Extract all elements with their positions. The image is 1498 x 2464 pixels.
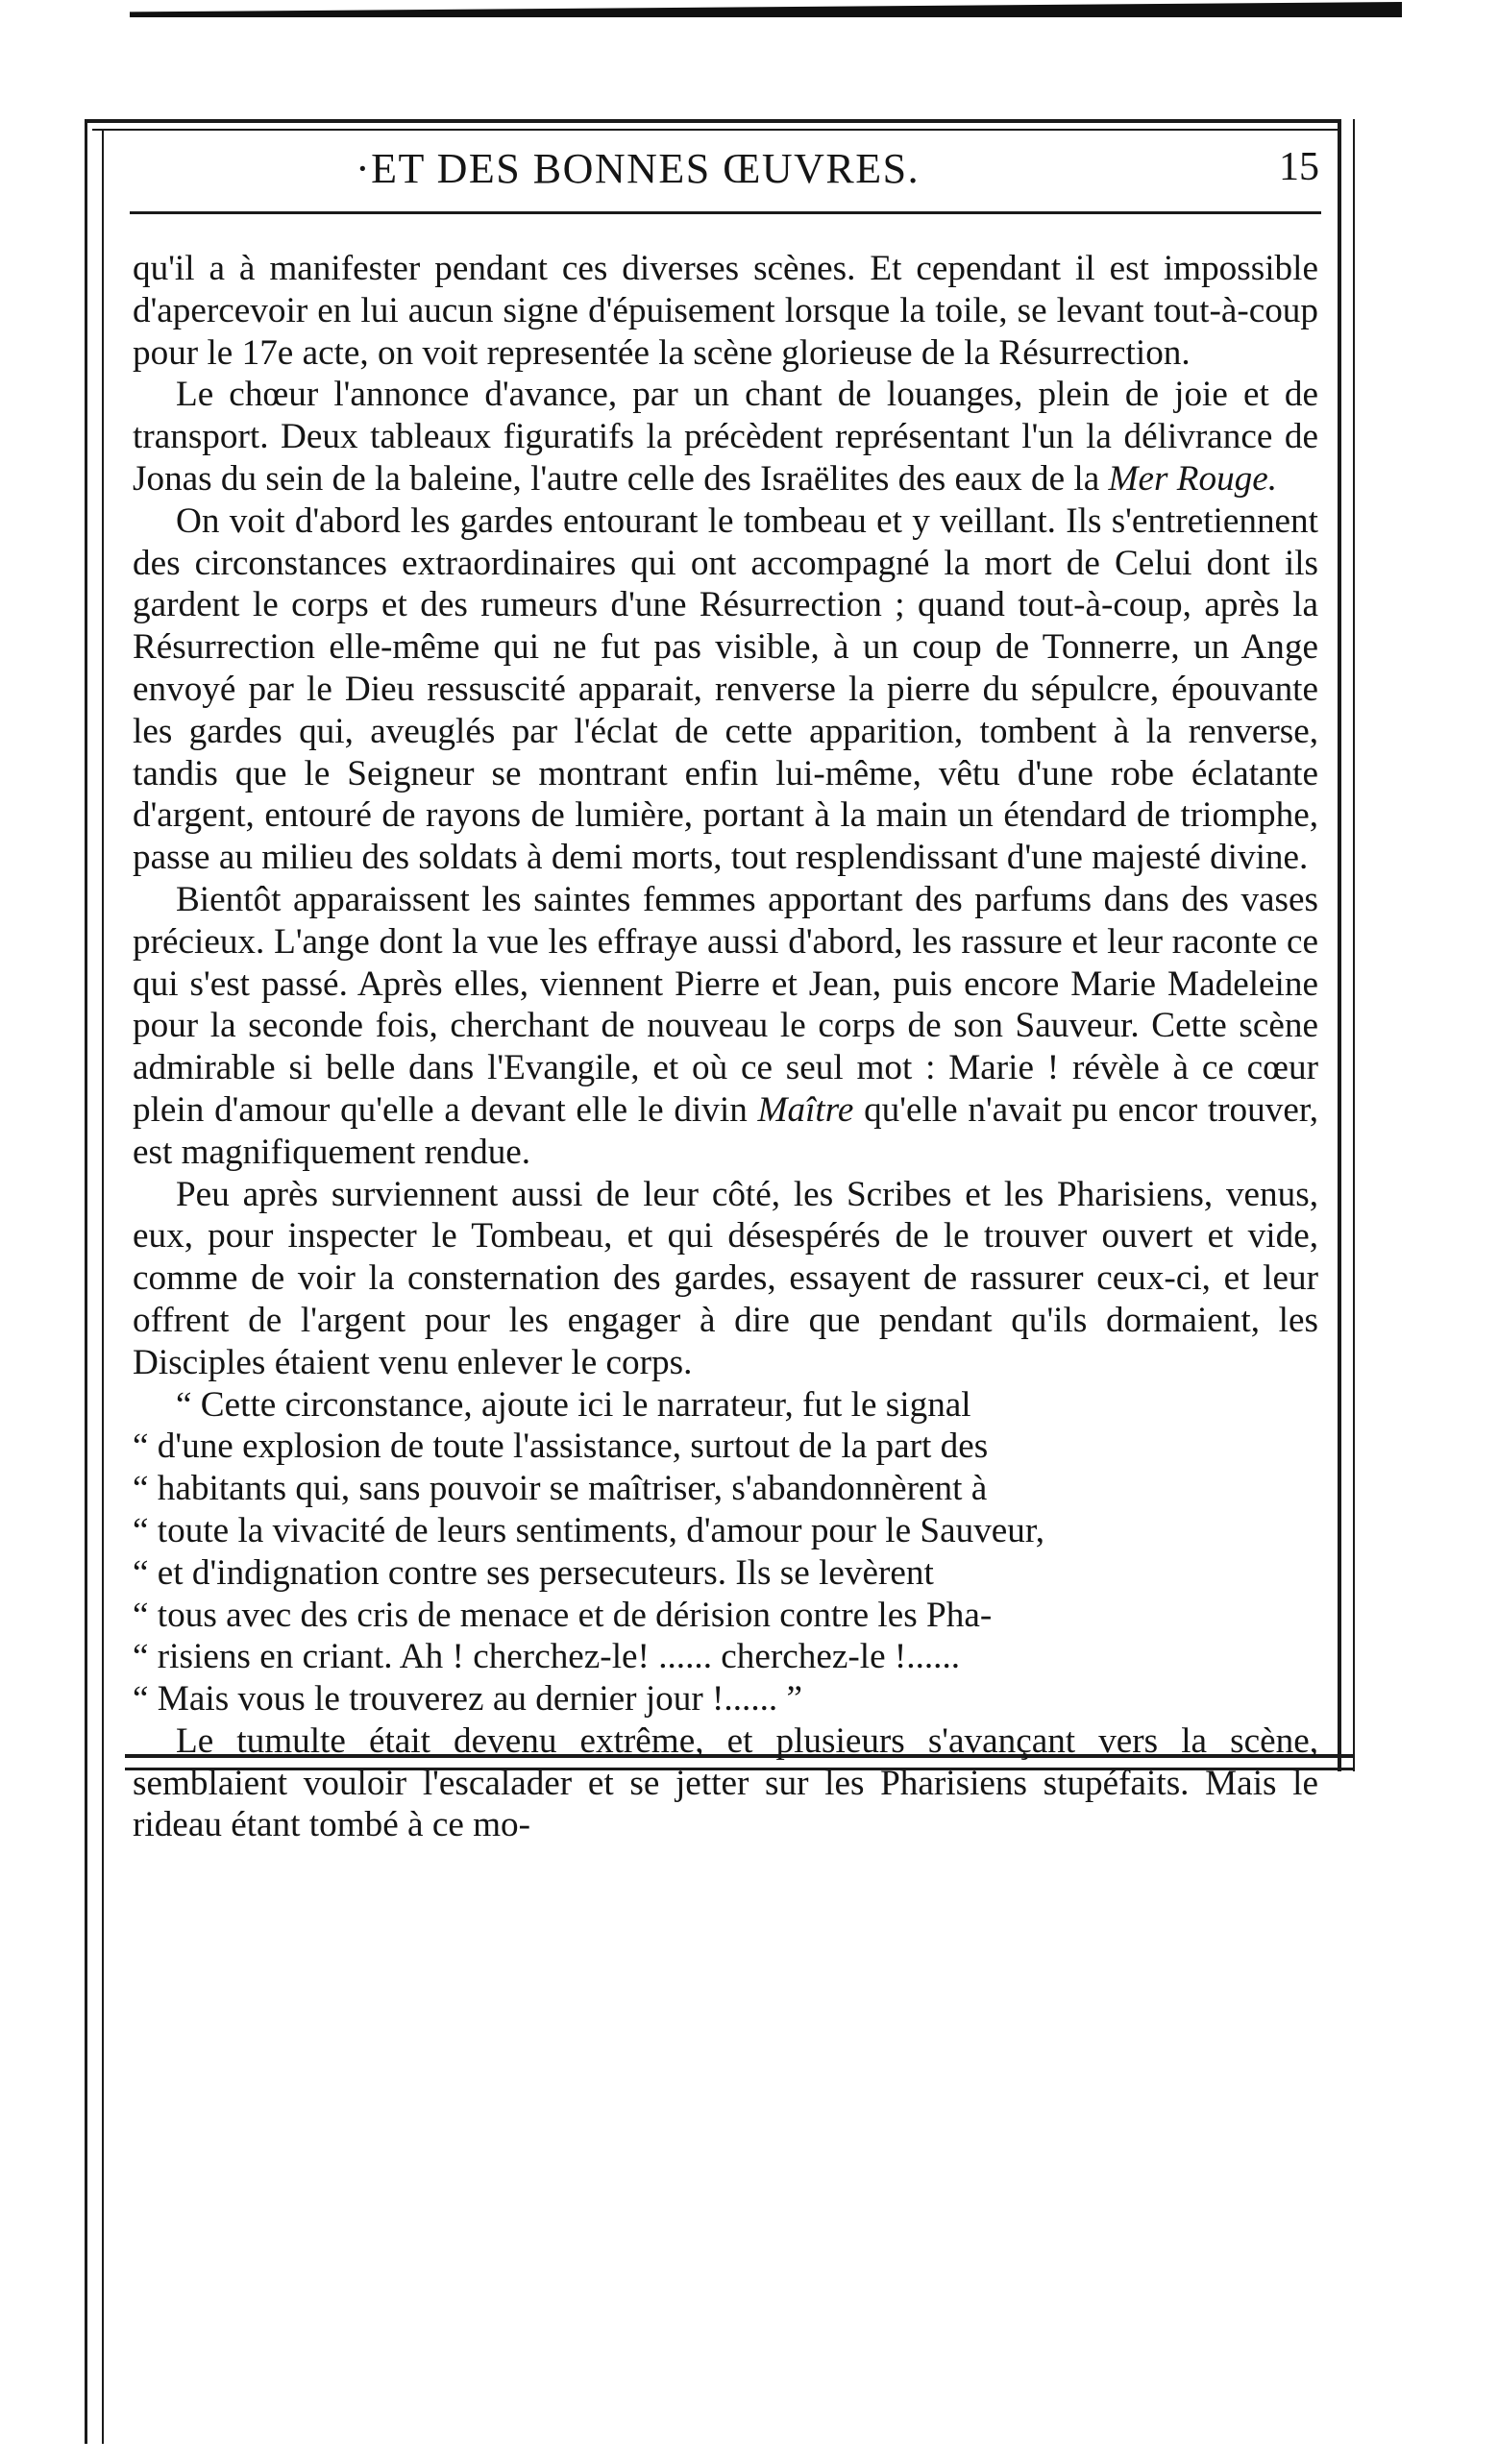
quote-line: “ risiens en criant. Ah ! cherchez-le! ...... cherchez-le !...... xyxy=(133,1637,961,1677)
quote-line: “ et d'indignation contre ses persecuteurs. Ils se levèrent xyxy=(133,1552,934,1593)
maitre-italic: Maître xyxy=(757,1089,854,1130)
paragraph-1: qu'il a à manifester pendant ces diverses scènes. Et cependant il est impossible d'apercevoir en lui aucun signe d'épuisement lorsque la toile, se levant tout-à-coup pour le 17e acte, on voit representée la scène glorieuse de la Résurrection. xyxy=(133,249,1318,373)
paragraph-3: On voit d'abord les gardes entourant le tombeau et y veillant. Ils s'entretiennent des circonstances extraordinaires qui ont accompagné la mort de Celui dont ils gardent le corps et des rumeurs d'une Résurrection ; quand tout-à-coup, après la Résurrection elle-même qui ne fut pas visible, à un coup de Tonnerre, un Ange envoyé par le Dieu ressuscité apparait, renverse la pierre du sépulcre, épouvante les gardes qui, aveuglés par l'éclat de cette apparition, tombent à la renverse, tandis que le Seigneur se montrant enfin lui-même, vêtu d'une robe éclatante d'argent, entouré de rayons de lumière, portant à la main un étendard de triomphe, passe au milieu des soldats à demi morts, tout resplendissant d'une majesté divine. xyxy=(133,500,1318,878)
quote-line: “ toute la vivacité de leurs sentiments, d'amour pour le Sauveur, xyxy=(133,1510,1045,1550)
quoted-passage xyxy=(133,1384,1318,1720)
paragraph-2 xyxy=(133,374,1318,500)
page-number: 15 xyxy=(1279,145,1319,189)
mer-rouge-italic: Mer Rouge. xyxy=(1108,458,1278,499)
top-edge-rule xyxy=(130,2,1402,17)
frame-top-rule xyxy=(85,119,1339,123)
paragraph-5: Peu après surviennent aussi de leur côté, les Scribes et les Pharisiens, venus, eux, pour inspecter le Tombeau, et qui désespérés de le trouver ouvert et vide, comme de voir la consternation des gardes, essayent de rassurer ceux-ci, et leur offrent de l'argent pour les engager à dire que pendant qu'ils dormaient, les Disciples étaient venu enlever le corps. xyxy=(133,1174,1318,1382)
paragraph-2-text: Le chœur l'annonce d'avance, par un chant de louanges, plein de joie et de transport. Deux tableaux figuratifs la précèdent représentant l'un la délivrance de Jonas du sein de la baleine, l'autre celle des Israëlites des eaux de la xyxy=(133,375,1318,499)
frame-right-rule-inner xyxy=(1353,119,1355,1771)
quote-line: “ Cette circonstance, ajoute ici le narrateur, fut le signal xyxy=(176,1384,971,1425)
quote-line: “ habitants qui, sans pouvoir se maîtriser, s'abandonnèrent à xyxy=(133,1469,988,1509)
paragraph-4-continuation: qu'elle n'avait pu encor trouver, est magnifiquement rendue. xyxy=(133,1089,1319,1172)
frame-left-rule-inner xyxy=(102,129,104,2444)
paragraph-6: Le tumulte était devenu extrême, et plusieurs s'avançant vers la scène, semblaient vouloir l'escalader et se jetter sur les Pharisiens stupéfaits. Mais le rideau étant tombé à ce mo- xyxy=(133,1720,1318,1845)
frame-left-rule xyxy=(85,119,87,2444)
quote-line: “ Mais vous le trouverez au dernier jour !...... ” xyxy=(133,1679,803,1720)
quote-line: “ d'une explosion de toute l'assistance, surtout de la part des xyxy=(133,1427,989,1467)
page-body xyxy=(133,248,1318,1846)
frame-top-rule-inner xyxy=(92,129,1339,131)
page-header xyxy=(130,144,1319,202)
frame-right-rule xyxy=(1338,119,1341,1771)
paragraph-4-text: Bientôt apparaissent les saintes femmes apportant des parfums dans des vases précieux. L'ange dont la vue les effraye aussi d'abord, les rassure et leur raconte ce qui s'est passé. Après elles, viennent Pierre et Jean, puis encore Marie Madeleine pour la seconde fois, cherchant de nouveau le corps de son Sauveur. Cette scène admirable si belle dans l'Evangile, et où ce seul mot : Marie ! révèle à ce cœur plein d'amour qu'elle a devant elle le divin xyxy=(133,879,1318,1130)
quote-line: “ tous avec des cris de menace et de dérision contre les Pha- xyxy=(133,1595,993,1635)
paragraph-4 xyxy=(133,879,1318,1174)
running-title: ·ET DES BONNES ŒUVRES. xyxy=(356,145,921,192)
header-underline xyxy=(130,211,1321,214)
